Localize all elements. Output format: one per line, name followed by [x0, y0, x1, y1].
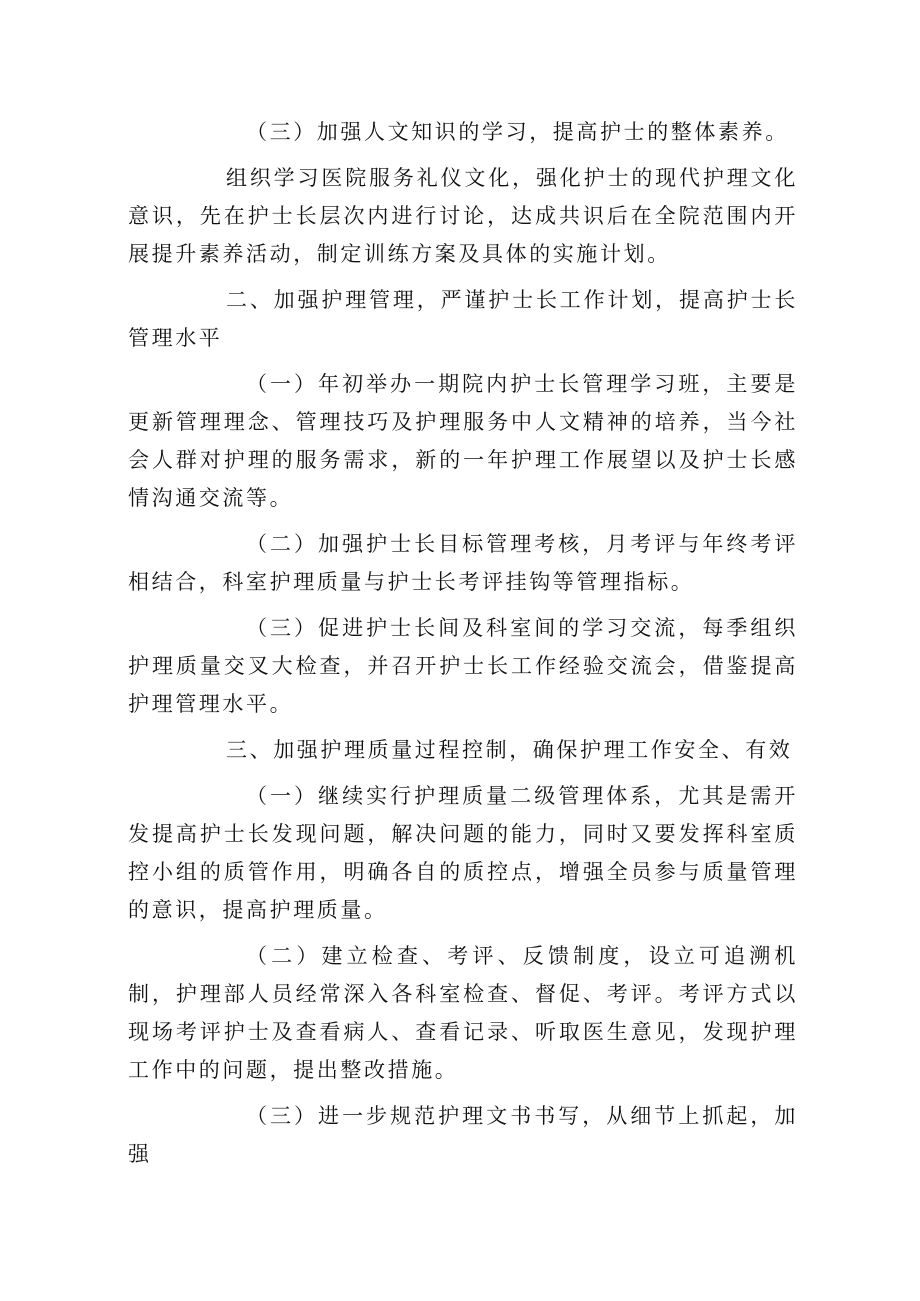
document-body — [128, 113, 798, 1181]
paragraph-1: （三）加强人文知识的学习，提高护士的整体素养。 — [246, 120, 789, 144]
paragraph-2: 组织学习医院服务礼仪文化，强化护士的现代护理文化意识，先在护士长层次内进行讨论，达成共识后在全院范围内开展提升素养活动，制定训练方案及具体的实施计划。 — [128, 166, 798, 266]
paragraph-3: （一）年初举办一期院内护士长管理学习班，主要是更新管理理念、管理技巧及护理服务中人文精神的培养，当今社会人群对护理的服务需求，新的一年护理工作展望以及护士长感情沟通交流等。 — [128, 372, 798, 510]
paragraph-6: （一）继续实行护理质量二级管理体系，尤其是需开发提高护士长发现问题，解决问题的能力，同时又要发挥科室质控小组的质管作用，明确各自的质控点，增强全员参与质量管理的意识，提高护理质量。 — [128, 784, 798, 922]
section-heading-3: 三、加强护理质量过程控制，确保护理工作安全、有效 — [226, 738, 793, 762]
section-heading-2: 二、加强护理管理，严谨护士长工作计划，提高护士长管理水平 — [128, 288, 798, 350]
paragraph-8: （三）进一步规范护理文书书写，从细节上抓起，加强 — [128, 1104, 798, 1166]
paragraph-7: （二）建立检查、考评、反馈制度，设立可追溯机制，护理部人员经常深入各科室检查、督促、考评。考评方式以现场考评护士及查看病人、查看记录、听取医生意见，发现护理工作中的问题，提出整改措施。 — [128, 944, 798, 1082]
paragraph-4: （二）加强护士长目标管理考核，月考评与年终考评相结合，科室护理质量与护士长考评挂钩等管理指标。 — [128, 532, 798, 594]
paragraph-5: （三）促进护士长间及科室间的学习交流，每季组织护理质量交叉大检查，并召开护士长工作经验交流会，借鉴提高护理管理水平。 — [128, 616, 798, 716]
